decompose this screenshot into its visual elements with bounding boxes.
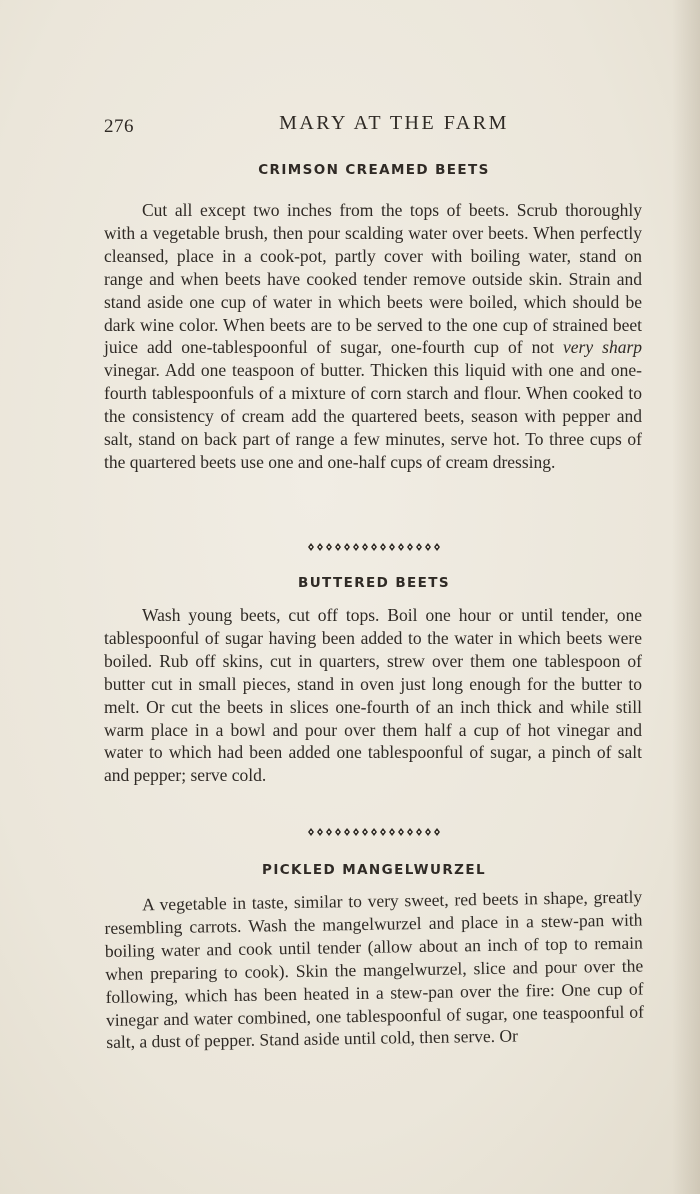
recipe-heading-buttered-beets: BUTTERED BEETS xyxy=(298,575,450,591)
diamond-chain-ornament-icon xyxy=(104,826,644,838)
ornament-svg xyxy=(304,541,444,553)
diamond-chain-ornament-icon xyxy=(104,541,644,553)
ornament-svg xyxy=(304,826,444,838)
recipe-text-buttered-beets: Wash young beets, cut off tops. Boil one hour or until tender, one tablespoonful of sugar having been added to the water in which beets were boiled. Rub off skins, cut in quarters, strew over them one tablespoon of butter cut in small pieces, stand in oven just long enough for the butter to melt. Or cut the beets in slices one-fourth of an inch thick and while still warm place in a bowl and pour over them half a cup of hot vinegar and water to which had been added one tablespoonful of sugar, a pinch of salt and pepper; serve cold. xyxy=(104,605,642,786)
recipe-heading-pickled-mangelwurzel: PICKLED MANGELWURZEL xyxy=(262,862,486,878)
recipe-text-part-1: Cut all except two inches from the tops of beets. Scrub thoroughly with a vegetable brush, then pour scalding water over beets. When perfectly cleansed, place in a cook-pot, partly cover with boiling water, stand on range and when beets have cooked tender remove outside skin. Strain and stand aside one cup of water in which beets were boiled, which should be dark wine color. When beets are to be served to the one cup of strained beet juice add one-tablespoonful of sugar, one-fourth cup of not xyxy=(104,200,642,358)
running-header xyxy=(104,112,644,140)
book-title: MARY AT THE FARM xyxy=(279,112,509,134)
recipe-text-pickled-mangelwurzel: A vegetable in taste, similar to very sweet, red beets in shape, greatly resembling carrots. Wash the mangelwurzel and place in a stew-pan with boiling water and cook until tender (allow about an inch of top to remain when preparing to cook). Skin the mangelwurzel, slice and pour over the following, which has been heated in a stew-pan over the fire: One cup of vinegar and water combined, one tablespoonful of sugar, one teaspoonful of salt, a dust of pepper. Stand aside until cold, then serve. Or xyxy=(104,886,645,1053)
recipe-text-emphasis: very sharp xyxy=(563,337,642,358)
recipe-text-crimson-creamed-beets xyxy=(104,199,642,474)
recipe-text-part-2: vinegar. Add one teaspoon of butter. Thicken this liquid with one and one-fourth tablespoonfuls of a mixture of corn starch and flour. When cooked to the consistency of cream add the quartered beets, season with pepper and salt, stand on back part of range a few minutes, serve hot. To three cups of the quartered beets use one and one-half cups of cream dressing. xyxy=(104,360,642,472)
recipe-heading-crimson-creamed-beets: CRIMSON CREAMED BEETS xyxy=(258,162,490,178)
page-number: 276 xyxy=(104,116,134,137)
